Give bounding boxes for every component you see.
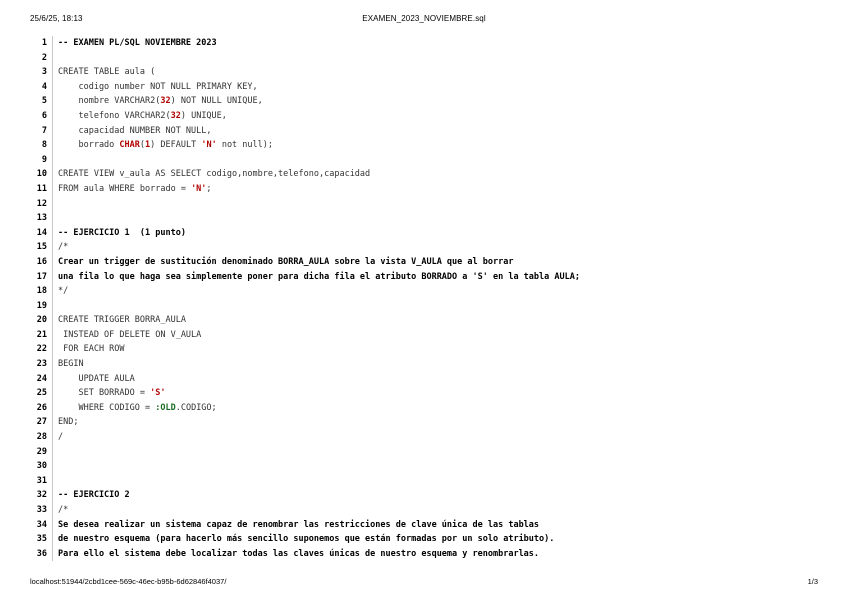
line-number: 24 (36, 373, 47, 384)
line-number: 28 (36, 432, 47, 443)
gutter-divider (52, 80, 53, 95)
line-number: 13 (36, 213, 47, 224)
line-number: 21 (36, 329, 47, 340)
gutter-divider (52, 211, 53, 226)
code-line (28, 401, 818, 416)
gutter-divider (52, 459, 53, 474)
line-number: 2 (41, 52, 47, 63)
code-text (58, 167, 370, 182)
literal-token: 'S' (150, 388, 166, 399)
code-text (58, 357, 84, 372)
code-text (58, 372, 135, 387)
code-line (28, 357, 818, 372)
line-number: 18 (36, 286, 47, 297)
code-text (58, 328, 201, 343)
line-number: 7 (41, 125, 47, 136)
code-token: */ (58, 286, 69, 297)
line-number: 14 (36, 227, 47, 238)
code-line (28, 474, 818, 489)
line-number: 36 (36, 548, 47, 559)
gutter-divider (52, 284, 53, 299)
line-number: 8 (41, 140, 47, 151)
code-token: -- EJERCICIO 1 (1 punto) (58, 227, 186, 238)
code-token: codigo number NOT NULL PRIMARY KEY, (58, 81, 258, 92)
code-line (28, 65, 818, 80)
gutter-divider (52, 240, 53, 255)
line-number: 26 (36, 402, 47, 413)
code-text (58, 138, 273, 153)
code-token: CREATE VIEW v_aula AS SELECT codigo,nombre,telefono,capacidad (58, 169, 371, 180)
code-line (28, 430, 818, 445)
code-line (28, 255, 818, 270)
code-text (58, 313, 186, 328)
code-token: ) DEFAULT (150, 140, 202, 151)
code-text (58, 518, 539, 533)
code-text (58, 532, 554, 547)
code-line (28, 138, 818, 153)
code-line (28, 299, 818, 314)
line-number: 10 (36, 169, 47, 180)
code-token: Para ello el sistema debe localizar todas las claves únicas de nuestro esquema y renombrarlas. (58, 548, 540, 559)
code-token: nombre VARCHAR2( (58, 96, 161, 107)
code-line (28, 240, 818, 255)
gutter-divider (52, 503, 53, 518)
code-token: BEGIN (58, 359, 84, 370)
code-line (28, 459, 818, 474)
code-text (58, 401, 217, 416)
code-text (58, 415, 78, 430)
code-line (28, 270, 818, 285)
line-number: 23 (36, 359, 47, 370)
code-text (58, 226, 186, 241)
code-line (28, 532, 818, 547)
code-token: capacidad NUMBER NOT NULL, (58, 125, 212, 136)
line-number: 27 (36, 417, 47, 428)
code-token: ; (206, 183, 212, 194)
code-token: Crear un trigger de sustitución denominado BORRA_AULA sobre la vista V_AULA que al borrar (58, 256, 514, 267)
literal-token: 1 (145, 140, 151, 151)
code-line (28, 80, 818, 95)
code-line (28, 94, 818, 109)
line-number: 9 (41, 154, 47, 165)
gutter-divider (52, 488, 53, 503)
code-token: CREATE TABLE aula ( (58, 67, 156, 78)
code-token: INSTEAD OF DELETE ON V_AULA (58, 329, 202, 340)
code-line (28, 415, 818, 430)
line-number: 17 (36, 271, 47, 282)
code-listing (28, 36, 818, 561)
code-text (58, 342, 125, 357)
gutter-divider (52, 124, 53, 139)
literal-token: 'N' (201, 140, 217, 151)
code-token: ) UNIQUE, (180, 110, 227, 121)
page-url: localhost:51944/2cbd1cee-569c-46ec-b95b-6d62846f4037/ (30, 577, 227, 586)
code-line (28, 167, 818, 182)
gutter-divider (52, 415, 53, 430)
code-text (58, 240, 68, 255)
gutter-divider (52, 372, 53, 387)
code-token: CREATE TRIGGER BORRA_AULA (58, 315, 186, 326)
code-line (28, 197, 818, 212)
code-text (58, 488, 130, 503)
gutter-divider (52, 474, 53, 489)
gutter-divider (52, 430, 53, 445)
gutter-divider (52, 357, 53, 372)
gutter-divider (52, 153, 53, 168)
line-number: 25 (36, 388, 47, 399)
code-token: SET BORRADO = (58, 388, 151, 399)
line-number: 30 (36, 461, 47, 472)
code-line (28, 124, 818, 139)
line-number: 5 (41, 96, 47, 107)
code-text (58, 80, 258, 95)
code-line (28, 284, 818, 299)
code-token: una fila lo que haga sea simplemente poner para dicha fila el atributo BORRADO a 'S' en la tabla AULA; (58, 271, 580, 282)
gutter-divider (52, 36, 53, 51)
gutter-divider (52, 299, 53, 314)
line-number: 22 (36, 344, 47, 355)
gutter-divider (52, 386, 53, 401)
code-text (58, 547, 539, 562)
code-line (28, 36, 818, 51)
gutter-divider (52, 109, 53, 124)
gutter-divider (52, 342, 53, 357)
code-line (28, 488, 818, 503)
gutter-divider (52, 182, 53, 197)
code-line (28, 182, 818, 197)
code-token: borrado (58, 140, 120, 151)
line-number: 29 (36, 446, 47, 457)
gutter-divider (52, 313, 53, 328)
code-token: -- EXAMEN PL/SQL NOVIEMBRE 2023 (58, 38, 217, 48)
line-number: 20 (36, 315, 47, 326)
line-number: 3 (41, 67, 47, 78)
line-number: 19 (36, 300, 47, 311)
code-token: /* (58, 242, 69, 253)
gutter-divider (52, 94, 53, 109)
code-token: .CODIGO; (175, 402, 217, 413)
code-token: END; (58, 417, 79, 428)
gutter-divider (52, 547, 53, 562)
print-datetime: 25/6/25, 18:13 (30, 14, 83, 23)
code-text (58, 182, 212, 197)
code-token: WHERE CODIGO = (58, 402, 156, 413)
bind-variable-token: :OLD (155, 402, 176, 413)
line-number: 15 (36, 242, 47, 253)
line-number: 34 (36, 519, 47, 530)
code-text (58, 284, 68, 299)
code-line (28, 313, 818, 328)
gutter-divider (52, 167, 53, 182)
code-token: / (58, 432, 64, 443)
line-number: 33 (36, 505, 47, 515)
code-text (58, 430, 63, 445)
code-token: FOR EACH ROW (58, 344, 125, 355)
gutter-divider (52, 197, 53, 212)
code-text (58, 109, 227, 124)
code-line (28, 226, 818, 241)
gutter-divider (52, 255, 53, 270)
code-token: ( (139, 140, 146, 151)
code-text (58, 94, 263, 109)
code-token: FROM aula WHERE borrado = (58, 183, 192, 194)
line-number: 1 (41, 38, 47, 48)
code-text (58, 503, 68, 518)
code-text (58, 65, 155, 80)
code-line (28, 51, 818, 66)
gutter-divider (52, 65, 53, 80)
page-number: 1/3 (807, 577, 818, 586)
literal-token: 'N' (191, 183, 207, 194)
code-line (28, 445, 818, 460)
code-line (28, 372, 818, 387)
gutter-divider (52, 401, 53, 416)
gutter-divider (52, 518, 53, 533)
gutter-divider (52, 445, 53, 460)
line-number: 32 (36, 490, 47, 501)
code-line (28, 386, 818, 401)
code-line (28, 518, 818, 533)
code-token: not null); (216, 140, 273, 151)
line-number: 4 (41, 81, 47, 92)
code-token: ) NOT NULL UNIQUE, (170, 96, 263, 107)
line-number: 6 (41, 110, 47, 121)
line-number: 12 (36, 198, 47, 209)
code-token: /* (58, 505, 69, 515)
line-number: 35 (36, 534, 47, 545)
gutter-divider (52, 226, 53, 241)
code-line (28, 211, 818, 226)
code-text (58, 124, 212, 139)
line-number: 11 (36, 183, 47, 194)
code-token: -- EJERCICIO 2 (58, 490, 130, 501)
code-token: telefono VARCHAR2( (58, 110, 171, 121)
literal-token: CHAR (119, 140, 140, 151)
code-text (58, 386, 165, 401)
code-token: Se desea realizar un sistema capaz de renombrar las restricciones de clave única de las tablas (58, 519, 540, 530)
line-number: 31 (36, 475, 47, 486)
code-text (58, 270, 580, 285)
gutter-divider (52, 138, 53, 153)
code-token: de nuestro esquema (para hacerlo más sencillo suponemos que están formadas por un solo atributo). (58, 534, 555, 545)
code-text (58, 255, 513, 270)
code-line (28, 503, 818, 518)
document-title: EXAMEN_2023_NOVIEMBRE.sql (362, 14, 486, 23)
gutter-divider (52, 328, 53, 343)
code-text (58, 36, 217, 51)
literal-token: 32 (170, 110, 181, 121)
code-line (28, 328, 818, 343)
code-line (28, 342, 818, 357)
code-line (28, 547, 818, 562)
code-line (28, 153, 818, 168)
code-token: UPDATE AULA (58, 373, 135, 384)
gutter-divider (52, 51, 53, 66)
line-number: 16 (36, 256, 47, 267)
code-line (28, 109, 818, 124)
gutter-divider (52, 270, 53, 285)
literal-token: 32 (160, 96, 171, 107)
gutter-divider (52, 532, 53, 547)
